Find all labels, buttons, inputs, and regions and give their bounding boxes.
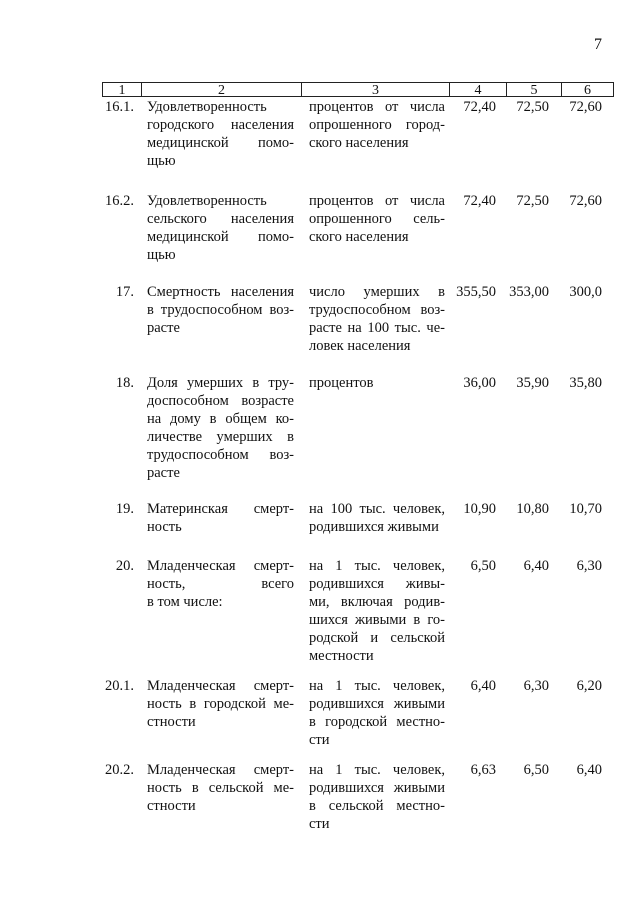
indicator-name-line: Смертность населения [147, 284, 294, 300]
unit-of-measure [309, 283, 445, 355]
unit-of-measure-line: родившихся живыми [309, 696, 445, 712]
unit-of-measure-line: ми, включая родив- [309, 594, 445, 610]
unit-of-measure-line: число умерших в [309, 284, 445, 300]
indicator-name-line: Доля умерших в тру- [147, 375, 294, 391]
indicator-name-line: стности [147, 714, 196, 730]
unit-of-measure [309, 192, 445, 246]
unit-of-measure-line: на 1 тыс. человек, [309, 762, 445, 778]
value-col-6: 6,30 [576, 558, 602, 574]
page-number: 7 [594, 36, 602, 53]
unit-of-measure-line: на 100 тыс. человек, [309, 501, 445, 517]
value-col-4: 36,00 [463, 375, 496, 391]
indicator-name-line: ность в городской ме- [147, 696, 294, 712]
indicator-name [147, 283, 294, 337]
value-col-6: 6,40 [576, 762, 602, 778]
unit-of-measure-line: родившихся живы- [309, 576, 445, 592]
value-col-5: 35,90 [516, 375, 549, 391]
indicator-name-line: медицинской помо- [147, 229, 294, 245]
unit-of-measure-line: в городской местно- [309, 714, 445, 730]
value-col-5: 72,50 [516, 193, 549, 209]
unit-of-measure-line: опрошенного сель- [309, 211, 445, 227]
row-number: 20.1. [105, 678, 134, 694]
value-col-5: 6,30 [523, 678, 549, 694]
indicator-name-line: доспособном возрасте [147, 393, 294, 409]
row-number: 18. [115, 375, 134, 391]
indicator-name [147, 192, 294, 264]
column-header: 2 [142, 83, 302, 96]
indicator-name-line: Младенческая смерт- [147, 678, 294, 694]
indicator-name-line: в том числе: [147, 594, 223, 610]
row-number: 16.2. [105, 193, 134, 209]
row-number: 16.1. [105, 99, 134, 115]
unit-of-measure-line: в сельской местно- [309, 798, 445, 814]
indicator-name-line: городского населения [147, 117, 294, 133]
value-col-5: 10,80 [516, 501, 549, 517]
value-col-4: 6,63 [470, 762, 496, 778]
unit-of-measure-line: ского населения [309, 229, 409, 245]
unit-of-measure-line: родской и сельской [309, 630, 445, 646]
indicator-name [147, 761, 294, 815]
indicator-name-line: на дому в общем ко- [147, 411, 294, 427]
value-col-5: 353,00 [509, 284, 549, 300]
unit-of-measure-line: процентов от числа [309, 99, 445, 115]
unit-of-measure-line: ского населения [309, 135, 409, 151]
unit-of-measure-line: на 1 тыс. человек, [309, 558, 445, 574]
value-col-5: 72,50 [516, 99, 549, 115]
unit-of-measure-line: процентов [309, 375, 374, 391]
value-col-6: 72,60 [569, 99, 602, 115]
value-col-6: 6,20 [576, 678, 602, 694]
unit-of-measure-line: сти [309, 816, 330, 832]
unit-of-measure-line: на 1 тыс. человек, [309, 678, 445, 694]
row-number: 17. [115, 284, 134, 300]
row-number: 20.2. [105, 762, 134, 778]
unit-of-measure-line: ловек населения [309, 338, 411, 354]
row-number: 20. [115, 558, 134, 574]
unit-of-measure [309, 374, 445, 392]
column-header: 3 [302, 83, 450, 96]
value-col-4: 72,40 [463, 99, 496, 115]
indicator-name-line: щью [147, 247, 176, 263]
unit-of-measure [309, 98, 445, 152]
unit-of-measure-line: родившихся живыми [309, 519, 439, 535]
column-header: 1 [103, 83, 142, 96]
unit-of-measure [309, 761, 445, 833]
unit-of-measure [309, 677, 445, 749]
indicator-name [147, 98, 294, 170]
indicator-name-line: ность в сельской ме- [147, 780, 294, 796]
indicator-name-line: ность [147, 519, 182, 535]
unit-of-measure-line: процентов от числа [309, 193, 445, 209]
value-col-4: 6,50 [470, 558, 496, 574]
unit-of-measure-line: родившихся живыми [309, 780, 445, 796]
indicator-name-line: Младенческая смерт- [147, 558, 294, 574]
value-col-4: 6,40 [470, 678, 496, 694]
value-col-4: 10,90 [463, 501, 496, 517]
indicator-name [147, 500, 294, 536]
unit-of-measure [309, 557, 445, 665]
value-col-5: 6,50 [523, 762, 549, 778]
column-header: 6 [584, 83, 591, 98]
value-col-6: 300,0 [569, 284, 602, 300]
unit-of-measure-line: шихся живыми в го- [309, 612, 445, 628]
indicator-name-line: Удовлетворенность [147, 99, 267, 115]
value-col-6: 10,70 [569, 501, 602, 517]
indicator-name-line: Материнская смерт- [147, 501, 294, 517]
indicator-name-line: Младенческая смерт- [147, 762, 294, 778]
value-col-6: 35,80 [569, 375, 602, 391]
indicator-name-line: трудоспособном воз- [147, 447, 294, 463]
indicator-name-line: ность, всего [147, 576, 294, 592]
indicator-name-line: медицинской помо- [147, 135, 294, 151]
indicator-name [147, 374, 294, 482]
unit-of-measure-line: расте на 100 тыс. че- [309, 320, 445, 336]
unit-of-measure-line: трудоспособном воз- [309, 302, 445, 318]
column-header: 5 [507, 83, 562, 96]
indicator-name-line: Удовлетворенность [147, 193, 267, 209]
row-number: 19. [115, 501, 134, 517]
table-header-row [102, 82, 614, 97]
indicator-name-line: личестве умерших в [147, 429, 294, 445]
indicator-name-line: сельского населения [147, 211, 294, 227]
unit-of-measure-line: местности [309, 648, 374, 664]
indicator-name-line: стности [147, 798, 196, 814]
value-col-4: 72,40 [463, 193, 496, 209]
unit-of-measure [309, 500, 445, 536]
indicator-name-line: в трудоспособном воз- [147, 302, 294, 318]
value-col-4: 355,50 [456, 284, 496, 300]
indicator-name-line: щью [147, 153, 176, 169]
indicator-name [147, 677, 294, 731]
column-header: 4 [450, 83, 507, 96]
value-col-5: 6,40 [523, 558, 549, 574]
value-col-6: 72,60 [569, 193, 602, 209]
indicator-name-line: расте [147, 465, 180, 481]
indicator-name-line: расте [147, 320, 180, 336]
indicator-name [147, 557, 294, 611]
unit-of-measure-line: сти [309, 732, 330, 748]
unit-of-measure-line: опрошенного город- [309, 117, 445, 133]
